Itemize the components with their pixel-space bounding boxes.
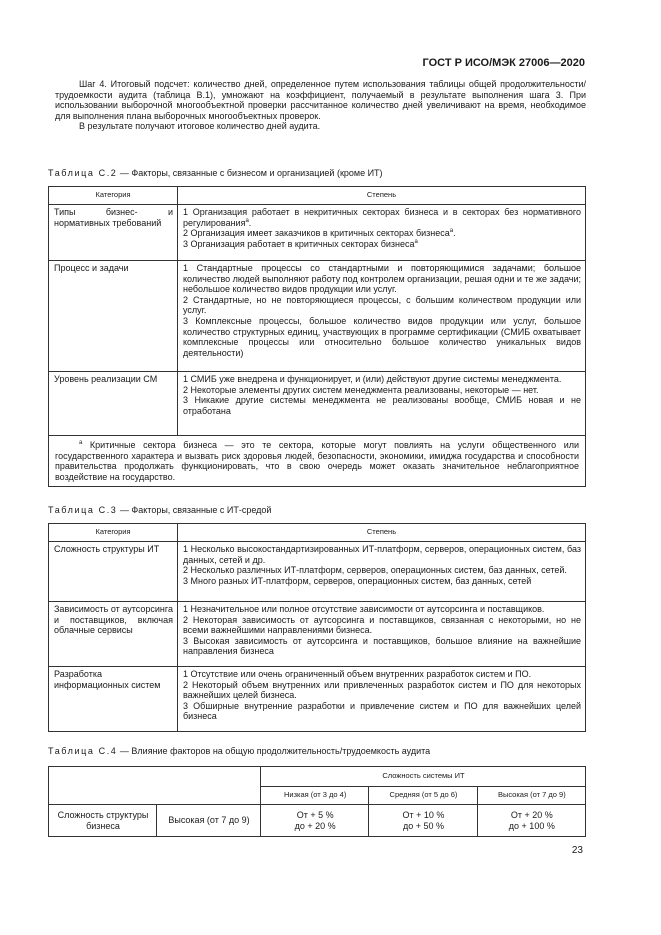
intro-text — [55, 79, 586, 132]
table-c4-group-header: Сложность системы ИТ — [261, 767, 586, 787]
table-c2-col-category: Категория — [49, 187, 178, 205]
footnote-text: Критичные сектора бизнеса — это те сектора, которые могут повлиять на услуги общественного или государственного характера и вызвать риск здоровья людей, безопасности, экономики, имиджа государства и способности правительства продолжать функционировать, что в свою очередь может оказать значительное неблагоприятное воздействие на государство. — [55, 440, 579, 482]
page-number: 23 — [571, 845, 583, 856]
table-c4 — [48, 766, 586, 837]
table-c2-col-degree: Степень — [178, 187, 586, 205]
degree-line: 2 Организация имеет заказчиков в критичных секторах бизнеса$^а$. — [183, 228, 456, 239]
degree-line: 2 Стандартные, но не повторяющиеся процессы, с большим количеством продукции или услуг. — [183, 294, 581, 316]
degree-line: 1 Стандартные процессы со стандартными и повторяющимися задачами; большое количество людей выполняют работу под контролем организации, решая одни и те же задачи; небольшое количество видов продукции или услуг. — [183, 263, 581, 295]
table-c3-degree-2 — [178, 602, 586, 667]
intro-paragraph-result: В результате получают итоговое количество дней аудита. — [79, 121, 321, 132]
table-c4-empty-corner — [49, 767, 261, 805]
table-c4-cell-high: От + 20 % до + 100 % — [477, 805, 585, 837]
degree-line: 3 Никакие другие системы менеджмента не реализованы вообще, СМИБ новая и не отработана — [183, 395, 581, 416]
table-c2-footnote-row — [49, 436, 586, 487]
table-c3-category-1: Сложность структуры ИТ — [49, 542, 178, 602]
table-c2-caption — [48, 168, 383, 179]
table-c4-col-low: Низкая (от 3 до 4) — [261, 787, 369, 805]
table-c2-degree-1 — [178, 205, 586, 261]
table-c4-col-medium: Средняя (от 5 до 6) — [369, 787, 477, 805]
table-c3-category-2: Зависимость от аутсорсинга и поставщиков, включая облачные сервисы — [49, 602, 178, 667]
table-c4-title: — Влияние факторов на общую продолжительность/трудоемкость аудита — [117, 746, 431, 756]
table-c4-label: Таблица С.4 — [48, 746, 118, 756]
degree-line: 1 СМИБ уже внедрена и функционирует, и (или) действуют другие системы менеджмента. — [183, 374, 562, 384]
table-c2-category-1: Типы бизнес- и нормативных требований — [49, 205, 178, 261]
table-c3-degree-3 — [178, 667, 586, 732]
table-c2-header-row — [49, 187, 586, 205]
table-c4-cell-low: От + 5 % до + 20 % — [261, 805, 369, 837]
table-c3-degree-1 — [178, 542, 586, 602]
table-c2-category-3: Уровень реализации СМ — [49, 372, 178, 436]
table-c2-category-2: Процесс и задачи — [49, 261, 178, 372]
degree-line: 2 Некоторый объем внутренних или привлеченных разработок систем и ПО для некоторых важнейших целей бизнеса. — [183, 679, 581, 701]
table-c3 — [48, 523, 586, 732]
table-c3-header-row — [49, 524, 586, 542]
degree-line: 3 Комплексные процессы, большое количество видов продукции или услуг, большое количество структурных единиц, участвующих в программе сертификации (СМИБ охватывает комплексные процессы или относительно большое количество уникальных видов деятельности) — [183, 315, 581, 358]
degree-line: 1 Организация работает в некритичных секторах бизнеса и в секторах без нормативного регулирования$^а$. — [183, 207, 581, 228]
degree-line: 3 Организация работает в критичных секторах бизнеса$^а$ — [183, 238, 418, 249]
table-row — [49, 372, 586, 436]
table-row — [49, 542, 586, 602]
table-c4-col-high: Высокая (от 7 до 9) — [477, 787, 585, 805]
degree-line: 2 Несколько различных ИТ-платформ, серверов, операционных систем, баз данных, сетей. — [183, 565, 567, 576]
intro-paragraph-step4: Шаг 4. Итоговый подсчет: количество дней, определенное путем использования таблицы общей продолжительности/трудоемкости аудита (таблица В.1), умножают на коэффициент, получаемый в результате выполнения шага 3. При использовании выборочной многообъектной проверки рассчитанное количество дней увеличивают на время, необходимое для выполнения плана выборочных многообъектных проверок. — [55, 79, 586, 121]
footnote-mark: а — [245, 217, 249, 224]
degree-line: 1 Несколько высокостандартизированных ИТ-платформ, серверов, операционных систем, баз данных, сетей и др. — [183, 544, 581, 565]
table-c2-degree-2 — [178, 261, 586, 372]
degree-line: 2 Некоторые элементы других систем менеджмента реализованы, некоторые — нет. — [183, 384, 539, 395]
degree-line: 1 Незначительное или полное отсутствие зависимости от аутсорсинга и поставщиков. — [183, 604, 545, 614]
table-row — [49, 602, 586, 667]
footnote-mark: а — [414, 238, 418, 245]
table-c2-footnote — [49, 436, 586, 487]
table-c4-row-level: Высокая (от 7 до 9) — [157, 805, 261, 837]
table-c2-title: — Факторы, связанные с бизнесом и организацией (кроме ИТ) — [117, 168, 383, 178]
document-code: ГОСТ Р ИСО/МЭК 27006—2020 — [422, 57, 585, 69]
table-c2-label: Таблица С.2 — [48, 168, 118, 178]
table-c3-col-category: Категория — [49, 524, 178, 542]
degree-line: 2 Некоторая зависимость от аутсорсинга и поставщиков, связанная с некоторыми, но не всеми важнейшими направлениями бизнеса. — [183, 614, 581, 636]
table-row — [49, 261, 586, 372]
table-row — [49, 667, 586, 732]
degree-line: 3 Высокая зависимость от аутсорсинга и поставщиков, большое влияние на важнейшие направления бизнеса — [183, 635, 581, 657]
table-c2-degree-3 — [178, 372, 586, 436]
footnote-mark: а — [79, 440, 83, 446]
degree-line: 1 Отсутствие или очень ограниченный объем внутренних разработок систем и ПО. — [183, 669, 532, 679]
degree-line: 3 Обширные внутренние разработки и привлечение систем и ПО для важнейших целей бизнеса — [183, 700, 581, 722]
degree-line: 3 Много разных ИТ-платформ, серверов, операционных систем, баз данных, сетей — [183, 575, 532, 586]
table-row — [49, 205, 586, 261]
table-c4-caption — [48, 746, 430, 757]
table-c3-category-3: Разработка информационных систем — [49, 667, 178, 732]
table-c2 — [48, 186, 586, 487]
footnote-mark: а — [449, 228, 454, 235]
table-c4-cell-medium: От + 10 % до + 50 % — [369, 805, 477, 837]
table-c3-col-degree: Степень — [178, 524, 586, 542]
table-c3-caption — [48, 505, 271, 516]
table-c3-title: — Факторы, связанные с ИТ-средой — [117, 505, 272, 515]
table-c4-group-header-row — [49, 767, 586, 787]
table-c3-label: Таблица С.3 — [48, 505, 118, 515]
table-c4-row-label: Сложность структуры бизнеса — [49, 805, 157, 837]
table-row — [49, 805, 586, 837]
